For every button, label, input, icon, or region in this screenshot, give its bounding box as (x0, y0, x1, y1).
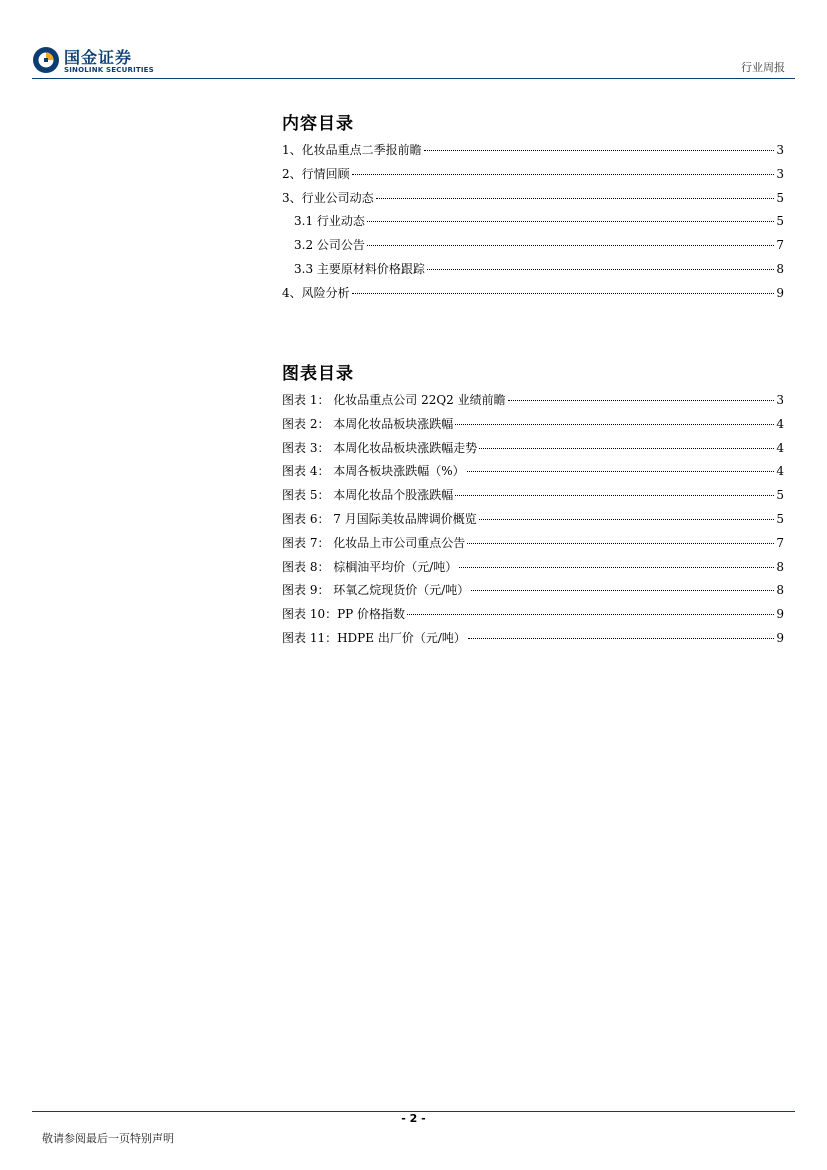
figure-entry-page: 7 (776, 535, 784, 550)
figure-entry[interactable] (282, 486, 784, 510)
figure-entry[interactable] (282, 439, 784, 463)
toc-entry-page: 3 (776, 143, 784, 157)
dot-leader (407, 614, 774, 615)
toc-entry-label: 1、化妆品重点二季报前瞻 (282, 143, 422, 157)
dot-leader (455, 424, 774, 425)
dot-leader (459, 567, 774, 568)
figure-entry-label: 图表 2： 本周化妆品板块涨跌幅 (282, 416, 454, 431)
toc-entry-label: 3.3 主要原材料价格跟踪 (294, 261, 425, 276)
dot-leader (427, 269, 774, 270)
figures-title: 图表目录 (282, 364, 354, 384)
toc-entry-page: 5 (776, 190, 784, 205)
figure-entry-label: 图表 6： 7 月国际美妆品牌调价概览 (282, 511, 477, 526)
toc-entry[interactable] (282, 165, 784, 189)
toc-entry-label: 3.2 公司公告 (294, 238, 365, 253)
dot-leader (467, 543, 774, 544)
disclaimer-note: 敬请参阅最后一页特别声明 (42, 1132, 174, 1145)
toc-entry[interactable] (282, 284, 784, 308)
figures-list (282, 391, 784, 653)
dot-leader (352, 293, 775, 294)
page-header (0, 0, 827, 80)
toc-entry-label: 2、行情回顾 (282, 166, 350, 181)
header-divider (32, 78, 795, 79)
figure-entry-label: 图表 9： 环氧乙烷现货价（元/吨） (282, 583, 470, 598)
figure-entry-label: 图表 5： 本周化妆品个股涨跌幅 (282, 488, 454, 503)
dot-leader (367, 221, 774, 222)
sinolink-logo-icon (32, 46, 60, 74)
dot-leader (467, 471, 775, 472)
figure-entry-page: 5 (776, 488, 784, 503)
figure-entry-page: 8 (776, 559, 784, 574)
figure-entry-label: 图表 8： 棕榈油平均价（元/吨） (282, 559, 458, 574)
toc-entry-page: 7 (776, 238, 784, 253)
figure-entry-label: 图表 3： 本周化妆品板块涨跌幅走势 (282, 440, 478, 455)
logo-english-name: SINOLINK SECURITIES (64, 66, 154, 74)
dot-leader (468, 638, 774, 639)
dot-leader (479, 448, 774, 449)
dot-leader (376, 198, 775, 199)
toc-entry[interactable] (282, 189, 784, 213)
figure-entry-label: 图表 4： 本周各板块涨跌幅（%） (282, 464, 465, 479)
logo-chinese-name: 国金证券 (64, 48, 133, 67)
figure-entry-label: 图表 1： 化妆品重点公司 22Q2 业绩前瞻 (282, 393, 506, 407)
dot-leader (367, 245, 774, 246)
figure-entry-page: 8 (776, 583, 784, 598)
toc-entry-label: 4、风险分析 (282, 285, 350, 300)
figure-entry[interactable] (282, 581, 784, 605)
toc-entry[interactable] (282, 260, 784, 284)
dot-leader (479, 519, 775, 520)
page-number: - 2 - (401, 1112, 426, 1125)
dot-leader (352, 174, 775, 175)
figure-entry[interactable] (282, 629, 784, 653)
report-type-label: 行业周报 (741, 61, 785, 74)
dot-leader (508, 400, 775, 401)
toc-entry-label: 3、行业公司动态 (282, 190, 374, 205)
toc-entry[interactable] (282, 212, 784, 236)
figure-entry-page: 4 (776, 416, 784, 431)
figure-entry-label: 图表 11：HDPE 出厂价（元/吨） (282, 630, 466, 645)
figure-entry-label: 图表 10：PP 价格指数 (282, 607, 406, 622)
sinolink-logo (32, 45, 162, 79)
figure-entry-page: 4 (776, 440, 784, 455)
figure-entry[interactable] (282, 462, 784, 486)
figure-entry[interactable] (282, 558, 784, 582)
dot-leader (471, 590, 774, 591)
toc-entry-label: 3.1 行业动态 (294, 214, 365, 229)
figure-entry-page: 3 (776, 393, 784, 407)
contents-title: 内容目录 (282, 114, 354, 134)
dot-leader (455, 495, 774, 496)
toc-entry-page: 3 (776, 166, 784, 181)
figure-entry-label: 图表 7： 化妆品上市公司重点公告 (282, 535, 466, 550)
contents-list (282, 141, 784, 308)
figure-entry[interactable] (282, 391, 784, 415)
figure-entry[interactable] (282, 605, 784, 629)
figure-entry-page: 9 (776, 630, 784, 645)
toc-entry-page: 8 (776, 261, 784, 276)
toc-entry[interactable] (282, 236, 784, 260)
figure-entry-page: 9 (776, 607, 784, 622)
figure-entry[interactable] (282, 415, 784, 439)
dot-leader (424, 150, 775, 151)
figure-entry-page: 5 (776, 511, 784, 526)
toc-entry[interactable] (282, 141, 784, 165)
toc-entry-page: 9 (776, 285, 784, 300)
figure-entry[interactable] (282, 534, 784, 558)
figure-entry[interactable] (282, 510, 784, 534)
toc-entry-page: 5 (776, 214, 784, 229)
figure-entry-page: 4 (776, 464, 784, 479)
